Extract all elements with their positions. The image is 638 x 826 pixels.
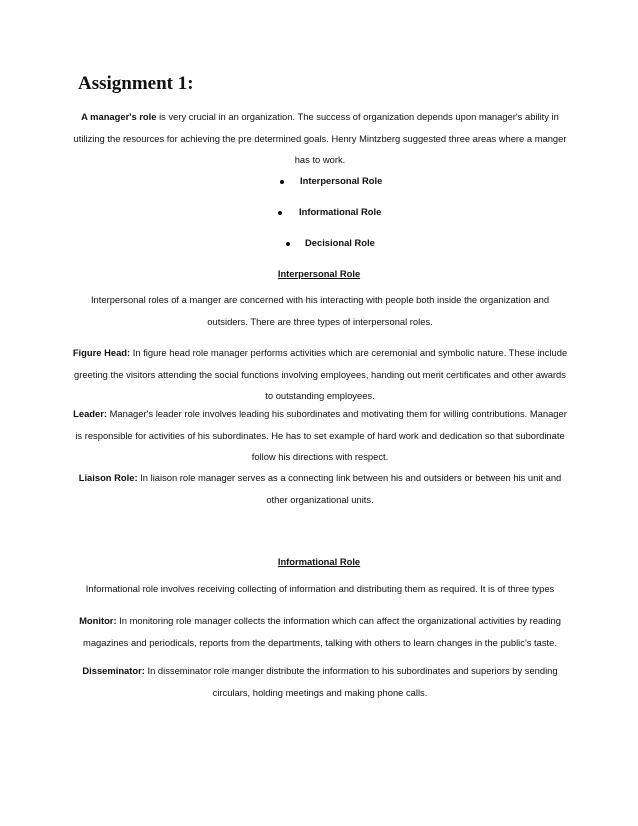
bullet-icon (278, 211, 282, 215)
disseminator-text: In disseminator role manger distribute the information to his subordinates and superiors by sending circulars, holding meetings and making phone calls. (144, 665, 558, 698)
liaison-label: Liaison Role: (78, 472, 138, 483)
figure-head-paragraph (70, 342, 570, 407)
monitor-text: In monitoring role manager collects the information which can affect the organizational activities by reading magazines and periodicals, reports from the departments, talking with others to learn changes in the public's taste. (83, 615, 561, 648)
page-title: Assignment 1: (78, 73, 194, 94)
list-item-label: Informational Role (299, 206, 382, 217)
leader-paragraph (70, 403, 570, 468)
interpersonal-intro: Interpersonal roles of a manger are concerned with his interacting with people both inside the organization and outsiders. There are three types of interpersonal roles. (90, 294, 550, 327)
disseminator-paragraph (70, 660, 570, 703)
intro-paragraph (70, 106, 570, 171)
interpersonal-heading: Interpersonal Role (277, 268, 361, 279)
leader-text: Manager's leader role involves leading his subordinates and motivating them for willing contributions. Manager is responsible for activities of his subordinates. He has to set example of hard work and dedication so that subordinate follow his directions with respect. (75, 408, 567, 462)
intro-lead: A manager's role (81, 111, 157, 122)
monitor-label: Monitor: (79, 615, 117, 626)
figure-head-text: In figure head role manager performs activities which are ceremonial and symbolic nature. These include greeting the visitors attending the social functions involving employees, handing out merit certificates and other awards to outstanding employees. (74, 347, 568, 401)
list-item (299, 206, 381, 217)
bullet-icon (280, 180, 284, 184)
list-item (305, 237, 375, 248)
informational-intro: Informational role involves receiving collecting of information and distributing them as required. It is of three types (85, 583, 555, 594)
intro-text: is very crucial in an organization. The success of organization depends upon manager's ability in utilizing the resources for achieving the pre determined goals. Henry Mintzberg suggested three areas where a manger has to work. (73, 111, 567, 165)
bullet-icon (286, 242, 290, 246)
list-item-label: Interpersonal Role (300, 175, 383, 186)
list-item (300, 175, 382, 186)
disseminator-label: Disseminator: (82, 665, 145, 676)
liaison-text: In liaison role manager serves as a connecting link between his and outsiders or between his unit and other organizational units. (137, 472, 562, 505)
figure-head-label: Figure Head: (72, 347, 131, 358)
list-item-label: Decisional Role (305, 237, 375, 248)
informational-heading: Informational Role (277, 556, 361, 567)
liaison-paragraph (70, 467, 570, 510)
monitor-paragraph (70, 610, 570, 653)
leader-label: Leader: (73, 408, 107, 419)
